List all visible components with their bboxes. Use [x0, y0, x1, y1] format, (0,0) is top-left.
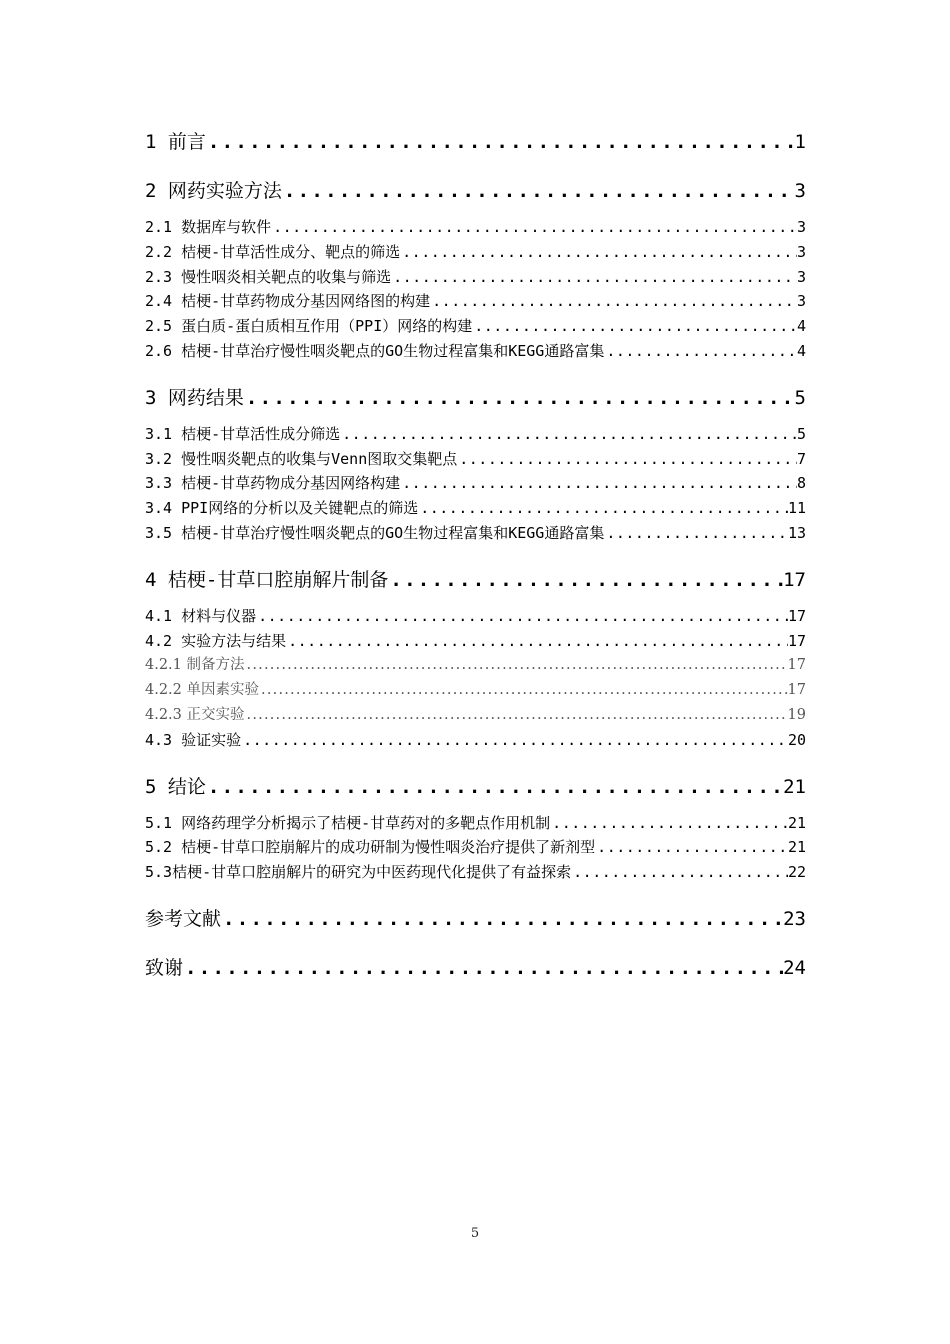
- toc-entry[interactable]: [145, 422, 806, 447]
- toc-dot-leader: [391, 265, 797, 290]
- toc-entry-title: 4.2 实验方法与结果: [145, 631, 287, 650]
- toc-entry[interactable]: [145, 127, 806, 157]
- toc-entry[interactable]: [145, 904, 806, 934]
- toc-entry-page: 5: [794, 386, 806, 409]
- toc-entry-page: 24: [783, 956, 806, 979]
- toc-entry-page: 17: [787, 657, 806, 674]
- toc-entry-title: 4.2.3 正交实验: [145, 706, 245, 723]
- toc-entry[interactable]: [145, 471, 806, 496]
- toc-entry-title: 3.2 慢性咽炎靶点的收集与Venn图取交集靶点: [145, 449, 458, 468]
- toc-entry-title: 1 前言: [145, 131, 206, 153]
- toc-dot-leader: [183, 953, 783, 983]
- toc-dot-leader: [388, 565, 783, 595]
- toc-dot-leader: [457, 447, 797, 472]
- toc-entry[interactable]: [145, 860, 806, 885]
- toc-entry[interactable]: [145, 383, 806, 413]
- toc-entry-page: 1: [794, 131, 806, 153]
- toc-entry[interactable]: [145, 289, 806, 314]
- toc-entry[interactable]: [145, 176, 806, 206]
- toc-dot-leader: [430, 289, 797, 314]
- toc-entry-page: 23: [783, 907, 806, 930]
- toc-entry-page: 13: [787, 523, 806, 542]
- toc-entry-title: 3.5 桔梗-甘草治疗慢性咽炎靶点的GO生物过程富集和KEGG通路富集: [145, 523, 605, 542]
- toc-entry-page: 3: [796, 267, 806, 286]
- toc-entry-page: 17: [787, 631, 806, 650]
- toc-entry[interactable]: [145, 265, 806, 290]
- toc-entry-page: 3: [796, 218, 806, 236]
- toc-dot-leader: [418, 496, 788, 521]
- toc-entry-page: 4: [796, 317, 806, 336]
- toc-entry-title: 4.3 验证实验: [145, 730, 242, 749]
- toc-entry[interactable]: [145, 811, 806, 836]
- toc-entry[interactable]: [145, 314, 806, 339]
- toc-dot-leader: [400, 471, 797, 496]
- toc-entry[interactable]: [145, 447, 806, 472]
- toc-entry[interactable]: [145, 703, 806, 728]
- toc-entry-title: 3 网药结果: [145, 386, 244, 409]
- toc-entry[interactable]: [145, 629, 806, 654]
- toc-entry-page: 3: [794, 180, 806, 202]
- toc-entry-page: 17: [787, 682, 806, 699]
- toc-entry-title: 2.5 蛋白质-蛋白质相互作用（PPI）网络的构建: [145, 317, 473, 336]
- toc-entry[interactable]: [145, 772, 806, 802]
- toc-entry-title: 3.4 PPI网络的分析以及关键靶点的筛选: [145, 499, 419, 518]
- toc-entry-title: 参考文献: [145, 907, 222, 930]
- toc-entry[interactable]: [145, 835, 806, 860]
- toc-entry-title: 4.2.2 单因素实验: [145, 682, 260, 699]
- toc-dot-leader: [400, 240, 797, 265]
- toc-dot-leader: [244, 383, 795, 413]
- toc-dot-leader: [271, 215, 797, 240]
- toc-entry-title: 3.3 桔梗-甘草药物成分基因网络构建: [145, 474, 401, 493]
- toc-entry[interactable]: [145, 953, 806, 983]
- toc-dot-leader: [472, 314, 797, 339]
- toc-entry-title: 2.2 桔梗-甘草活性成分、靶点的筛选: [145, 242, 401, 261]
- toc-entry-page: 21: [787, 813, 806, 832]
- toc-entry-title: 4.2.1 制备方法: [145, 657, 245, 674]
- toc-entry-page: 17: [787, 606, 806, 625]
- toc-entry-title: 4 桔梗-甘草口腔崩解片制备: [145, 568, 389, 591]
- toc-entry[interactable]: [145, 215, 806, 240]
- toc-dot-leader: [595, 835, 788, 860]
- toc-dot-leader: [221, 904, 783, 934]
- toc-entry[interactable]: [145, 604, 806, 629]
- toc-entry-page: 8: [796, 474, 806, 493]
- toc-entry-page: 22: [787, 863, 806, 882]
- toc-dot-leader: [256, 604, 788, 629]
- toc-entry-title: 5.3桔梗-甘草口腔崩解片的研究为中医药现代化提供了有益探索: [145, 863, 572, 882]
- toc-dot-leader: [206, 127, 795, 157]
- toc-dot-leader: [604, 339, 797, 364]
- toc-dot-leader: [241, 728, 788, 753]
- page-number: 5: [470, 1226, 480, 1241]
- toc-entry[interactable]: [145, 678, 806, 703]
- toc-entry[interactable]: [145, 521, 806, 546]
- toc-entry[interactable]: [145, 653, 806, 678]
- toc-dot-leader: [550, 811, 788, 836]
- toc-entry[interactable]: [145, 565, 806, 595]
- toc-entry-title: 2.4 桔梗-甘草药物成分基因网络图的构建: [145, 292, 431, 311]
- toc-entry-title: 2.3 慢性咽炎相关靶点的收集与筛选: [145, 267, 392, 286]
- toc-dot-leader: [604, 521, 788, 546]
- toc-entry-title: 3.1 桔梗-甘草活性成分筛选: [145, 424, 341, 443]
- toc-entry-title: 2 网药实验方法: [145, 180, 282, 202]
- toc-entry-page: 7: [796, 449, 806, 468]
- toc-entry[interactable]: [145, 728, 806, 753]
- toc-dot-leader: [245, 703, 788, 728]
- toc-entry-page: 3: [796, 242, 806, 261]
- toc-dot-leader: [340, 422, 797, 447]
- toc-dot-leader: [259, 678, 788, 703]
- toc-entry-page: 5: [796, 424, 806, 443]
- toc-entry[interactable]: [145, 339, 806, 364]
- toc-entry-title: 2.6 桔梗-甘草治疗慢性咽炎靶点的GO生物过程富集和KEGG通路富集: [145, 341, 605, 360]
- toc-entry-title: 致谢: [145, 956, 184, 979]
- toc-dot-leader: [245, 653, 788, 678]
- toc-entry-title: 5 结论: [145, 775, 206, 798]
- toc-entry-page: 4: [796, 341, 806, 360]
- toc-entry-title: 5.2 桔梗-甘草口腔崩解片的成功研制为慢性咽炎治疗提供了新剂型: [145, 838, 596, 857]
- toc-dot-leader: [282, 176, 795, 206]
- toc-dot-leader: [571, 860, 788, 885]
- toc-entry[interactable]: [145, 496, 806, 521]
- table-of-contents: [145, 127, 806, 983]
- toc-dot-leader: [286, 629, 788, 654]
- toc-entry[interactable]: [145, 240, 806, 265]
- toc-entry-page: 19: [787, 706, 806, 723]
- toc-entry-page: 11: [787, 499, 806, 518]
- toc-entry-page: 17: [783, 568, 806, 591]
- toc-entry-page: 21: [787, 838, 806, 857]
- toc-entry-title: 5.1 网络药理学分析揭示了桔梗-甘草药对的多靶点作用机制: [145, 813, 551, 832]
- toc-entry-page: 20: [787, 730, 806, 749]
- toc-entry-title: 4.1 材料与仪器: [145, 606, 257, 625]
- toc-dot-leader: [206, 772, 783, 802]
- toc-entry-page: 3: [796, 292, 806, 311]
- toc-entry-title: 2.1 数据库与软件: [145, 218, 272, 236]
- toc-entry-page: 21: [783, 775, 806, 798]
